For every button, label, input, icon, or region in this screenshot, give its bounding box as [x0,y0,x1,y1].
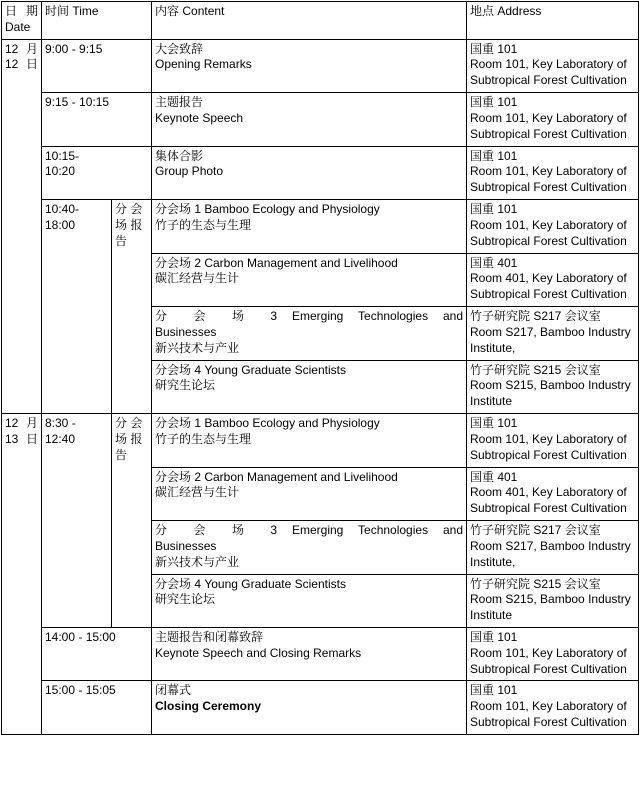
time-value: 10:40-18:00 [45,202,80,232]
content-cn: 集体合影 [155,148,204,163]
address-cell [467,574,639,627]
session-title: 分 会 场 3 Emerging Technologies and [155,309,463,324]
address-en-1: Room 101, Key Laboratory of [470,57,627,72]
address-en-1: Room 101, Key Laboratory of [470,164,627,179]
content-cn: 主题报告和闭幕致辞 [155,629,264,644]
header-date-cn: 日 期 [5,4,38,18]
address-cn: 国重 101 [470,41,518,56]
time-value: 9:00 - 9:15 [45,41,103,56]
date-day2-line2: 13 日 [5,431,38,446]
session-label-day2 [112,414,152,628]
table-row [2,200,639,253]
address-en-2: Institute, [470,340,516,355]
address-cn: 国重 101 [470,416,518,431]
table-row [2,681,639,734]
content-cell [152,307,467,360]
time-value: 14:00 - 15:00 [45,629,116,644]
address-cn: 国重 101 [470,629,518,644]
session-title: 分会场 1 Bamboo Ecology and Physiology [155,416,380,431]
time-value: 9:15 - 10:15 [45,95,110,110]
address-en-2: Subtropical Forest Cultivation [470,233,627,248]
address-en-1: Room 101, Key Laboratory of [470,217,627,232]
address-cell [467,360,639,413]
address-cell [467,414,639,467]
address-cell [467,467,639,520]
session-label-day1 [112,200,152,414]
session-title-2: Businesses [155,538,217,553]
session-title: 分会场 4 Young Graduate Scientists [155,576,346,591]
address-en-1: Room 101, Key Laboratory of [470,110,627,125]
time-cell-parallel-day2 [42,414,112,628]
address-cell [467,93,639,146]
header-time [42,2,152,40]
session-label-line3: 告 [115,447,128,462]
content-cn: 大会致辞 [155,41,204,56]
header-address-cn: 地点 [470,4,495,18]
address-cell [467,39,639,92]
session-title-2: Businesses [155,324,217,339]
address-en-2: Subtropical Forest Cultivation [470,126,627,141]
address-en-2: Institute [470,608,513,623]
address-en-2: Subtropical Forest Cultivation [470,73,627,88]
header-time-en: Time [72,4,99,18]
date-day1-line1: 12 月 [5,41,38,56]
address-cell [467,627,639,680]
header-date [2,2,42,40]
table-row [2,146,639,199]
content-cell [152,467,467,520]
content-en: Closing Ceremony [155,699,262,714]
address-cn: 国重 101 [470,95,518,110]
address-en-1: Room 101, Key Laboratory of [470,431,627,446]
table-row [2,627,639,680]
header-address [467,2,639,40]
address-en-1: Room S217, Bamboo Industry [470,324,631,339]
address-cell [467,521,639,574]
address-cn: 竹子研究院 S217 会议室 [470,309,601,324]
address-cn: 竹子研究院 S215 会议室 [470,576,601,591]
content-en: Opening Remarks [155,57,252,72]
address-en-2: Subtropical Forest Cultivation [470,447,627,462]
address-cn: 国重 101 [470,683,518,698]
content-cell [152,521,467,574]
header-content-en: Content [182,4,225,18]
address-en-2: Subtropical Forest Cultivation [470,501,627,516]
time-value: 8:30 - 12:40 [45,416,76,446]
header-address-en: Address [497,4,542,18]
address-cn: 竹子研究院 S217 会议室 [470,523,601,538]
session-title-cn: 研究生论坛 [155,378,216,393]
session-title: 分会场 1 Bamboo Ecology and Physiology [155,202,380,217]
address-cn: 国重 101 [470,202,518,217]
time-cell [42,681,152,734]
header-time-cn: 时间 [45,4,70,18]
table-header-row [2,2,639,40]
address-en-1: Room S217, Bamboo Industry [470,538,631,553]
address-en-2: Institute, [470,554,516,569]
content-cell [152,146,467,199]
address-cell [467,253,639,306]
content-cell [152,681,467,734]
session-title-cn: 碳汇经营与生计 [155,485,240,500]
content-cn: 闭幕式 [155,683,192,698]
content-cell [152,200,467,253]
address-en-2: Institute [470,394,513,409]
address-en-1: Room S215, Bamboo Industry [470,378,631,393]
time-cell [42,146,152,199]
address-cell [467,200,639,253]
content-cell [152,627,467,680]
address-en-2: Subtropical Forest Cultivation [470,180,627,195]
table-row [2,93,639,146]
time-value: 15:00 - 15:05 [45,683,116,698]
time-value-line2: 10:20 [45,164,76,179]
session-title: 分会场 2 Carbon Management and Livelihood [155,255,398,270]
conference-schedule-table [1,1,639,735]
address-cn: 国重 101 [470,148,518,163]
address-cn: 国重 401 [470,469,518,484]
header-content [152,2,467,40]
session-label-line3: 告 [115,233,128,248]
content-cell [152,39,467,92]
time-cell-parallel-day1 [42,200,112,414]
session-title-cn: 碳汇经营与生计 [155,271,240,286]
content-cn: 主题报告 [155,95,204,110]
address-en-1: Room 101, Key Laboratory of [470,699,627,714]
content-cell [152,253,467,306]
date-cell-day1 [2,39,42,413]
session-title-cn: 研究生论坛 [155,592,216,607]
table-row [2,414,639,467]
session-title-cn: 新兴技术与产业 [155,554,240,569]
content-en: Keynote Speech and Closing Remarks [155,645,362,660]
address-en-2: Subtropical Forest Cultivation [470,661,627,676]
address-cell [467,146,639,199]
session-title-cn: 竹子的生态与生理 [155,431,252,446]
address-en-1: Room 101, Key Laboratory of [470,645,627,660]
address-en-2: Subtropical Forest Cultivation [470,287,627,302]
content-cell [152,574,467,627]
address-en-1: Room 401, Key Laboratory of [470,485,627,500]
address-en-1: Room 401, Key Laboratory of [470,271,627,286]
session-title-cn: 新兴技术与产业 [155,340,240,355]
session-label-line1: 分 会 [115,202,143,217]
address-cn: 竹子研究院 S215 会议室 [470,362,601,377]
address-en-1: Room S215, Bamboo Industry [470,592,631,607]
content-en: Group Photo [155,164,224,179]
session-title: 分会场 4 Young Graduate Scientists [155,362,346,377]
session-title-cn: 竹子的生态与生理 [155,217,252,232]
date-cell-day2 [2,414,42,735]
content-cell [152,414,467,467]
session-title: 分会场 2 Carbon Management and Livelihood [155,469,398,484]
content-cell [152,93,467,146]
time-cell [42,39,152,92]
header-content-cn: 内容 [155,4,180,18]
time-cell [42,627,152,680]
header-date-en: Date [5,19,31,34]
session-title: 分 会 场 3 Emerging Technologies and [155,523,463,538]
date-day2-line1: 12 月 [5,416,38,431]
session-label-line1: 分 会 [115,416,143,431]
date-day1-line2: 12 日 [5,57,38,72]
content-cell [152,360,467,413]
time-value-line1: 10:15- [45,148,80,163]
session-label-line2: 场 报 [115,431,143,446]
address-cell [467,681,639,734]
address-cell [467,307,639,360]
table-row [2,39,639,92]
address-cn: 国重 401 [470,255,518,270]
address-en-2: Subtropical Forest Cultivation [470,715,627,730]
time-cell [42,93,152,146]
session-label-line2: 场 报 [115,217,143,232]
content-en: Keynote Speech [155,110,244,125]
